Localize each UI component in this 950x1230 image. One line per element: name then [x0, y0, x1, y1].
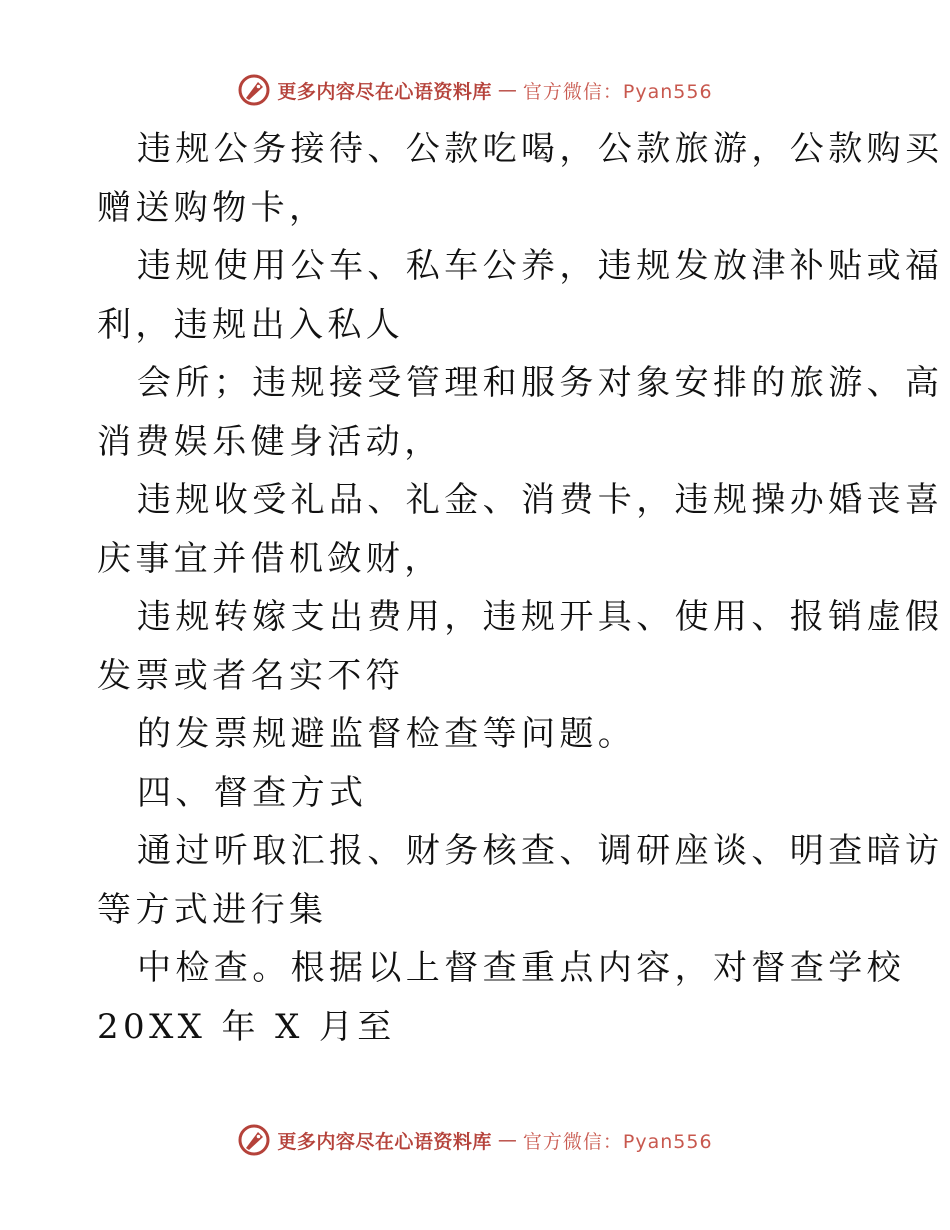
section-heading: 四、督查方式 — [137, 772, 368, 813]
body-line-2: 赠送购物卡， — [97, 187, 328, 228]
body-line-7: 违规收受礼品、礼金、消费卡，违规操办婚丧喜 — [137, 480, 944, 520]
header-site-text: 更多内容尽在心语资料库 — [277, 80, 492, 103]
footer-banner — [0, 1120, 950, 1160]
document-body — [97, 120, 944, 1056]
body-line-1: 违规公务接待、公款吃喝，公款旅游，公款购买 — [137, 129, 944, 169]
pen-nib-logo-icon — [237, 1123, 271, 1157]
body-line-6: 消费娱乐健身活动， — [97, 421, 443, 462]
body-line-8: 庆事宜并借机敛财， — [97, 538, 443, 579]
header-wechat-text: 官方微信：Pyan556 — [522, 80, 713, 103]
body-line-16: 20XX 年 X 月至 — [97, 1006, 396, 1047]
body-line-13: 通过听取汇报、财务核查、调研座谈、明查暗访 — [137, 831, 944, 871]
body-line-9: 违规转嫁支出费用，违规开具、使用、报销虚假 — [137, 597, 944, 637]
header-separator: — — [497, 79, 517, 101]
header-banner — [0, 70, 950, 110]
body-line-14: 等方式进行集 — [97, 889, 328, 930]
footer-wechat-text: 官方微信：Pyan556 — [522, 1130, 713, 1153]
body-line-11: 的发票规避监督检查等问题。 — [137, 714, 637, 754]
body-line-4: 利，违规出入私人 — [97, 304, 405, 345]
body-line-15: 中检查。根据以上督查重点内容，对督查学校 — [137, 948, 905, 988]
body-line-10: 发票或者名实不符 — [97, 655, 405, 696]
pen-nib-logo-icon — [237, 73, 271, 107]
body-line-5: 会所；违规接受管理和服务对象安排的旅游、高 — [137, 363, 944, 403]
footer-separator: — — [497, 1129, 517, 1151]
footer-site-text: 更多内容尽在心语资料库 — [277, 1130, 492, 1153]
body-line-3: 违规使用公车、私车公养，违规发放津补贴或福 — [137, 246, 944, 286]
